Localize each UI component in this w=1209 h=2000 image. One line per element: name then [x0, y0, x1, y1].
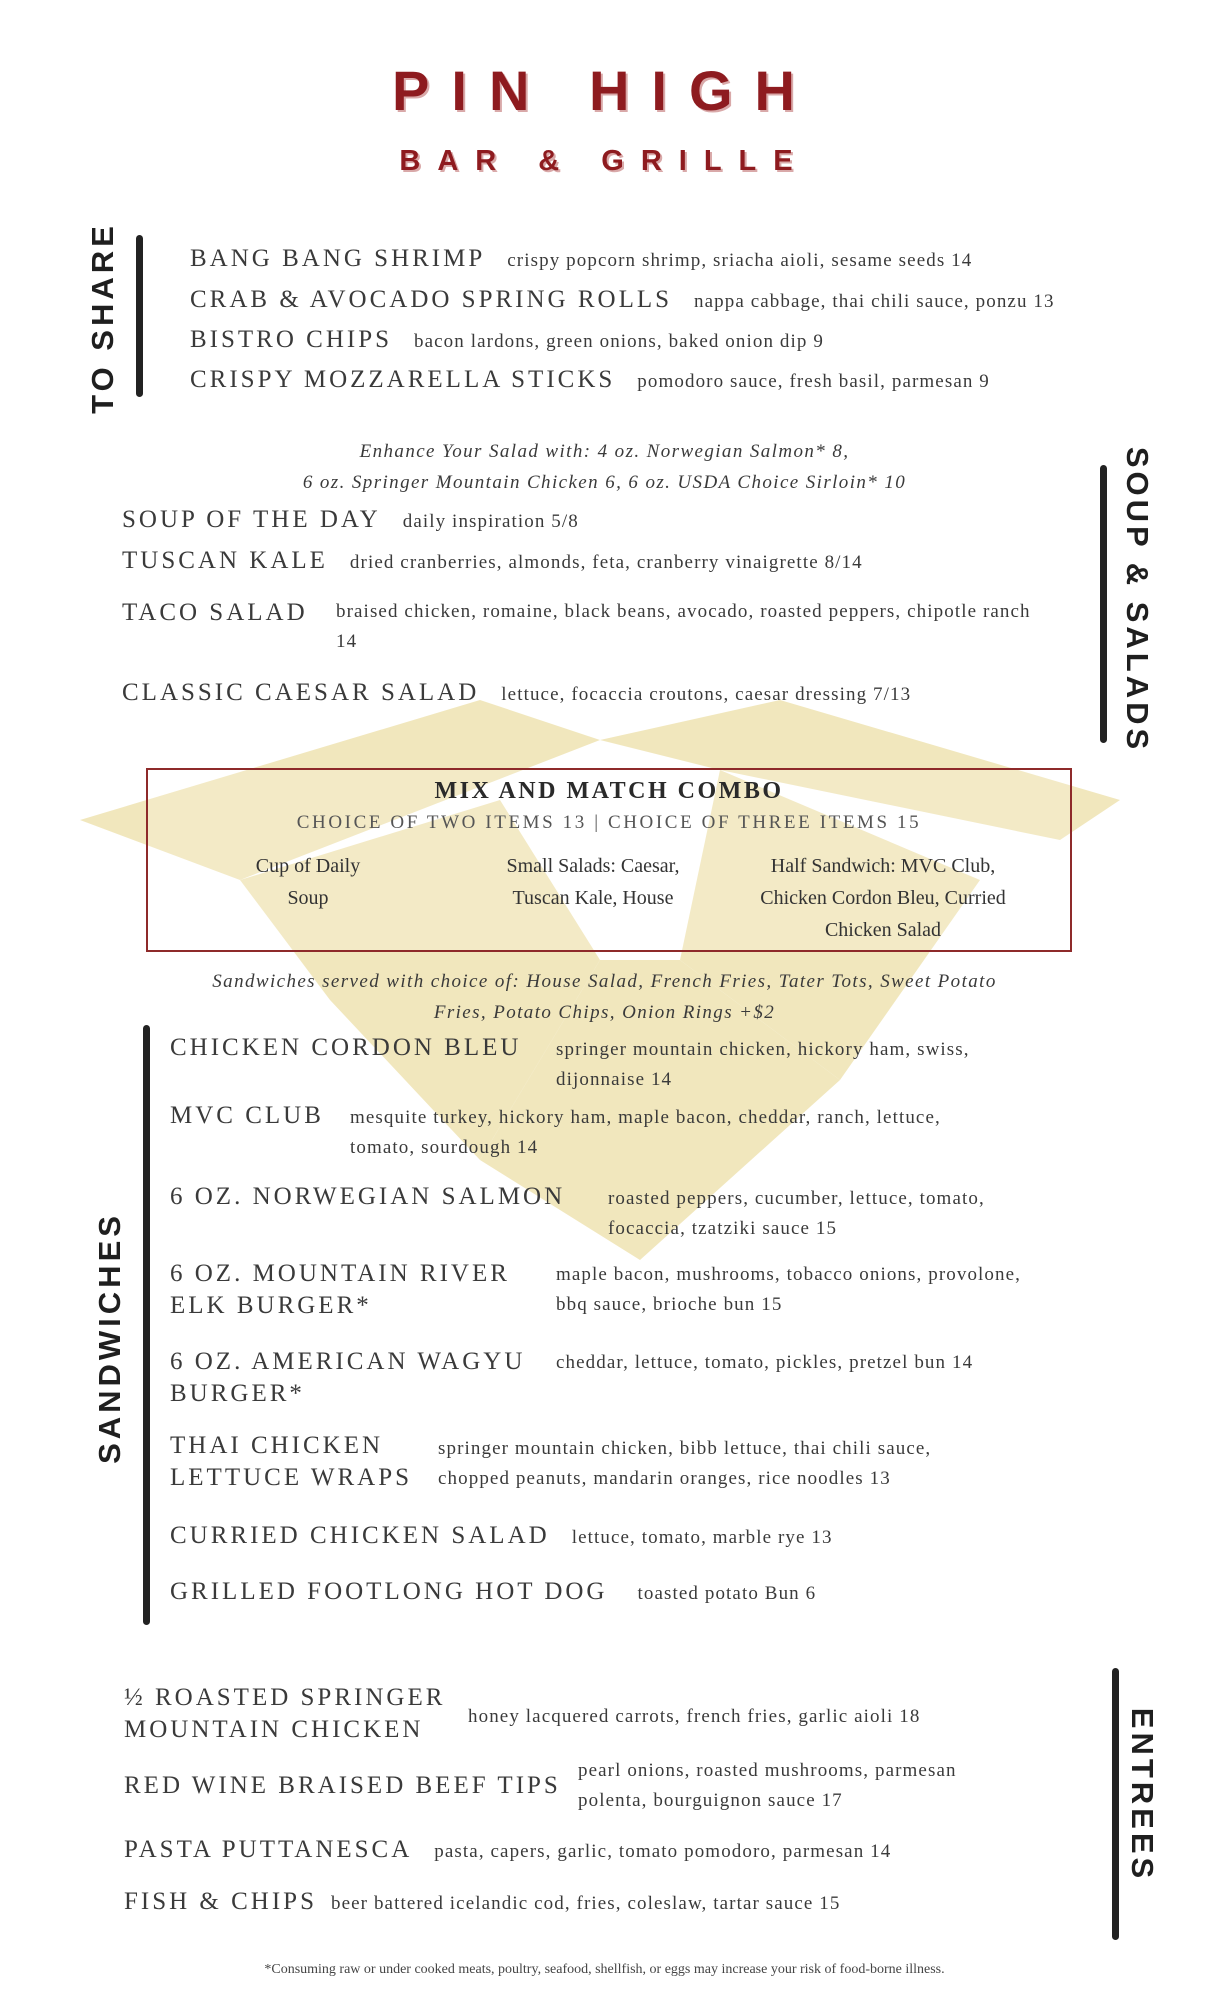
- description-line: tomato, sourdough 14: [350, 1137, 539, 1158]
- description-line: maple bacon, mushrooms, tobacco onions, provolone,: [556, 1264, 1022, 1285]
- item-name: LETTUCE WRAPS: [170, 1464, 413, 1491]
- item-description: beer battered icelandic cod, fries, coleslaw, tartar sauce 15: [331, 1893, 841, 1914]
- item-name: SOUP OF THE DAY: [122, 506, 381, 533]
- item-description: bacon lardons, green onions, baked onion dip 9: [414, 331, 824, 352]
- menu-item: [124, 1836, 891, 1867]
- menu-item: [190, 326, 824, 357]
- description-line: dijonnaise 14: [556, 1069, 673, 1090]
- menu-item: [124, 1770, 561, 1802]
- combo-option-salads: [468, 850, 718, 914]
- description-line: springer mountain chicken, hickory ham, swiss,: [556, 1039, 970, 1060]
- item-name: BISTRO CHIPS: [190, 326, 393, 353]
- item-description: lettuce, tomato, marble rye 13: [571, 1527, 833, 1548]
- item-description: [350, 1103, 1110, 1163]
- description-line: mesquite turkey, hickory ham, maple bacon, cheddar, ranch, lettuce,: [350, 1107, 941, 1128]
- combo-option-line: Soup: [287, 887, 329, 909]
- section-label-sandwiches: SANDWICHES: [92, 1212, 127, 1464]
- item-name: CLASSIC CAESAR SALAD: [122, 679, 480, 706]
- menu-item: [170, 1181, 565, 1213]
- combo-option-line: Tuscan Kale, House: [512, 887, 674, 909]
- note-line: Sandwiches served with choice of: House Salad, French Fries, Tater Tots, Sweet Potato: [212, 971, 997, 992]
- item-description: toasted potato Bun 6: [637, 1583, 817, 1604]
- item-description: pasta, capers, garlic, tomato pomodoro, parmesan 14: [434, 1841, 892, 1862]
- combo-title: MIX AND MATCH COMBO: [434, 778, 784, 804]
- item-name: BURGER*: [170, 1380, 305, 1407]
- item-name: FISH & CHIPS: [124, 1888, 317, 1915]
- item-name: BANG BANG SHRIMP: [190, 245, 486, 272]
- mix-and-match-combo-box: [146, 768, 1072, 952]
- description-line: honey lacquered carrots, french fries, garlic aioli 18: [468, 1706, 921, 1727]
- item-description: [578, 1756, 1078, 1816]
- item-name: MVC CLUB: [170, 1102, 324, 1129]
- description-line: roasted peppers, cucumber, lettuce, tomato,: [608, 1188, 985, 1209]
- item-description: [468, 1702, 1068, 1732]
- salad-enhance-note: [0, 436, 1209, 498]
- item-description: [608, 1184, 1108, 1244]
- menu-item: [170, 1522, 833, 1553]
- note-line: Fries, Potato Chips, Onion Rings +$2: [433, 1002, 776, 1023]
- item-description: dried cranberries, almonds, feta, cranberry vinaigrette 8/14: [349, 552, 863, 573]
- combo-option-line: Half Sandwich: MVC Club,: [770, 855, 996, 877]
- item-name: RED WINE BRAISED BEEF TIPS: [124, 1772, 561, 1799]
- item-description: braised chicken, romaine, black beans, avocado, roasted peppers, chipotle ranch 14: [336, 601, 1031, 652]
- item-description: nappa cabbage, thai chili sauce, ponzu 13: [694, 291, 1055, 312]
- section-divider: [143, 1025, 150, 1625]
- menu-item: [122, 679, 911, 710]
- section-label-soup-salads: SOUP & SALADS: [1120, 446, 1155, 754]
- menu-item: [122, 597, 308, 629]
- item-description: [556, 1260, 1146, 1320]
- item-description: pomodoro sauce, fresh basil, parmesan 9: [637, 371, 990, 392]
- brand-title: PIN HIGH: [392, 59, 817, 122]
- item-name: TACO SALAD: [122, 599, 308, 626]
- section-divider: [1100, 465, 1107, 743]
- item-name: CRISPY MOZZARELLA STICKS: [190, 366, 616, 393]
- food-safety-disclaimer: *Consuming raw or under cooked meats, poultry, seafood, shellfish, or eggs may increase your risk of food-borne illness.: [264, 1962, 945, 1977]
- item-name: CHICKEN CORDON BLEU: [170, 1034, 522, 1061]
- combo-option-line: Small Salads: Caesar,: [506, 855, 680, 877]
- item-name: THAI CHICKEN: [170, 1432, 384, 1459]
- description-line: pearl onions, roasted mushrooms, parmesan: [578, 1760, 957, 1781]
- menu-item: [170, 1032, 521, 1064]
- combo-option-line: Cup of Daily: [255, 855, 361, 877]
- combo-option-half-sandwich: [728, 850, 1038, 946]
- menu-item: [170, 1258, 510, 1322]
- item-name: MOUNTAIN CHICKEN: [124, 1716, 424, 1743]
- menu-item: [190, 286, 1055, 317]
- sandwich-sides-note: [0, 966, 1209, 1028]
- menu-item: [170, 1100, 324, 1132]
- note-line: 6 oz. Springer Mountain Chicken 6, 6 oz. USDA Choice Sirloin* 10: [302, 472, 907, 493]
- combo-option-line: Chicken Cordon Bleu, Curried: [760, 887, 1006, 909]
- section-label-to-share: TO SHARE: [85, 222, 120, 414]
- item-name: ½ ROASTED SPRINGER: [124, 1684, 446, 1711]
- section-label-entrees: ENTREES: [1125, 1707, 1160, 1883]
- menu-item: [124, 1888, 841, 1919]
- item-description: daily inspiration 5/8: [402, 511, 579, 532]
- item-name: TUSCAN KALE: [122, 547, 328, 574]
- combo-option-line: Chicken Salad: [824, 919, 942, 941]
- menu-item: [170, 1578, 816, 1609]
- item-name: ELK BURGER*: [170, 1292, 372, 1319]
- description-line: springer mountain chicken, bibb lettuce, thai chili sauce,: [438, 1438, 932, 1459]
- combo-option-soup: [188, 850, 428, 914]
- menu-item: [190, 245, 972, 276]
- menu-item: [122, 547, 863, 578]
- menu-item: [170, 1346, 525, 1410]
- description-line: chopped peanuts, mandarin oranges, rice noodles 13: [438, 1468, 891, 1489]
- section-divider: [136, 235, 143, 397]
- item-name: PASTA PUTTANESCA: [124, 1836, 413, 1863]
- menu-item: [170, 1430, 412, 1494]
- item-description: crispy popcorn shrimp, sriacha aioli, sesame seeds 14: [507, 250, 973, 271]
- combo-pricing: CHOICE OF TWO ITEMS 13 | CHOICE OF THREE ITEMS 15: [296, 812, 922, 833]
- section-divider: [1112, 1668, 1119, 1940]
- item-name: 6 OZ. AMERICAN WAGYU: [170, 1348, 526, 1375]
- description-line: cheddar, lettuce, tomato, pickles, pretzel bun 14: [556, 1352, 974, 1373]
- item-description: [556, 1035, 1116, 1095]
- note-line: Enhance Your Salad with: 4 oz. Norwegian Salmon* 8,: [359, 441, 850, 462]
- description-line: bbq sauce, brioche bun 15: [556, 1294, 783, 1315]
- item-name: CURRIED CHICKEN SALAD: [170, 1522, 550, 1549]
- item-description: [438, 1434, 1078, 1494]
- item-name: 6 OZ. NORWEGIAN SALMON: [170, 1183, 566, 1210]
- menu-item: [122, 506, 579, 537]
- description-line: focaccia, tzatziki sauce 15: [608, 1218, 838, 1239]
- menu-item: [124, 1682, 445, 1746]
- item-description: lettuce, focaccia croutons, caesar dressing 7/13: [501, 684, 912, 705]
- item-name: CRAB & AVOCADO SPRING ROLLS: [190, 286, 673, 313]
- menu-item: [190, 366, 990, 397]
- brand-subtitle: BAR & GRILLE: [399, 145, 810, 177]
- item-name: 6 OZ. MOUNTAIN RIVER: [170, 1260, 510, 1287]
- description-line: polenta, bourguignon sauce 17: [578, 1790, 843, 1811]
- item-description: [556, 1348, 1116, 1378]
- item-name: GRILLED FOOTLONG HOT DOG: [170, 1578, 608, 1605]
